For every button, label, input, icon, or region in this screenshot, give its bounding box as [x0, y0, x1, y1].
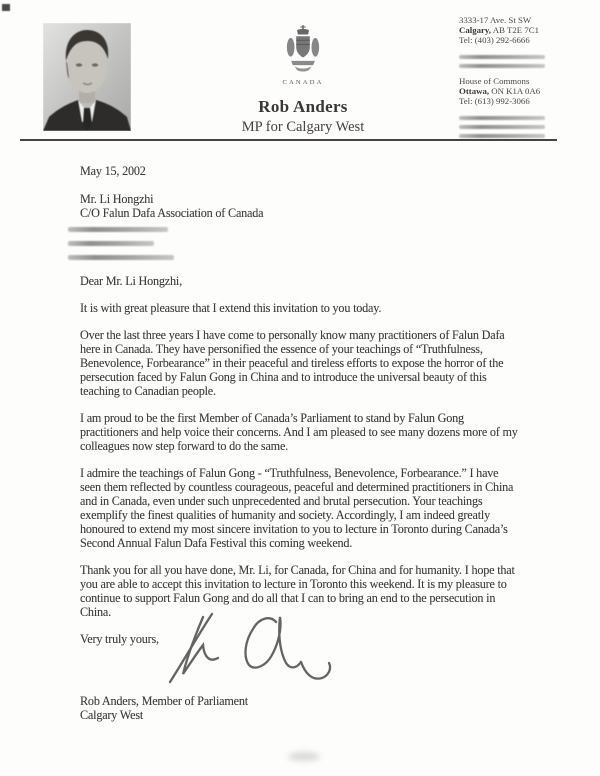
letter-date: May 15, 2002 — [80, 164, 146, 178]
redacted-line — [68, 241, 154, 246]
mp-role: MP for Calgary West — [241, 119, 365, 135]
ottawa-tel: Tel: (613) 992-3066 — [459, 96, 530, 107]
redacted-line — [68, 227, 168, 232]
closing: Very truly yours, — [80, 632, 159, 646]
paragraph-1: It is with great pleasure that I extend this invitation to you today. — [80, 301, 382, 315]
recipient-org: C/O Falun Dafa Association of Canada — [80, 206, 264, 220]
salutation: Dear Mr. Li Hongzhi, — [80, 274, 182, 288]
letterhead-center — [193, 24, 413, 136]
calgary-region: AB T2E 7C1 — [491, 25, 539, 36]
paragraph-3: I am proud to be the first Member of Canada’s Parliament to stand by Falun Gong practitioners and help voice their concerns. And I am pleased to see many dozens more of my colleagues now step forward to do the same. — [80, 411, 518, 453]
crest-caption: CANADA — [282, 79, 324, 86]
scan-smudge — [288, 752, 320, 761]
paragraph-2: Over the last three years I have come to personally know many practitioners of Falun Dafa here in Canada. They have personified the essence of your teachings of “Truthfulness, Benevolence, Forbearance” in their peaceful and tireless efforts to expose the horror of the persecution faced by Falun Gong in China and to introduce the universal beauty of this teaching to Canadian people. — [80, 328, 505, 398]
paragraph-4: I admire the teachings of Falun Gong - “Truthfulness, Benevolence, Forbearance.” I have seen them reflected by countless courageous, peaceful and determined practitioners in China and in Canada, even under such unprecedented and brutal persecution. Your teachings exemplify the finest qualities of humanity and society. Accordingly, I am indeed greatly honoured to extend my most sincere invitation to you to lecture in Toronto during Canada’s Second Annual Falun Dafa Festival this coming weekend. — [80, 466, 514, 550]
ottawa-address-line: House of Commons — [459, 76, 530, 86]
calgary-tel: Tel: (403) 292-6666 — [459, 35, 530, 46]
redacted-line — [459, 64, 545, 68]
recipient-name: Mr. Li Hongzhi — [80, 192, 154, 206]
calgary-address-line: 3333-17 Ave. St SW — [459, 15, 532, 25]
ottawa-office-address — [459, 76, 584, 138]
letterhead-divider — [20, 139, 557, 141]
calgary-city: Calgary, — [459, 25, 492, 36]
redacted-line — [459, 116, 545, 120]
redacted-line — [459, 125, 545, 129]
scan-artifact-mark — [2, 4, 10, 11]
ottawa-city: Ottawa, — [459, 86, 490, 97]
signer-region: Calgary West — [80, 708, 144, 722]
redacted-line — [459, 134, 545, 138]
redacted-line — [459, 55, 545, 59]
paragraph-5: Thank you for all you have done, Mr. Li, for Canada, for China and for humanity. I hope that you are able to accept this invitation to lecture in Toronto this weekend. It is my pleasure to continue to support Falun Gong and do all that I can to bring an end to the persecution in China. — [80, 563, 515, 619]
mp-name: Rob Anders — [258, 97, 348, 116]
signature-drawing — [158, 608, 343, 693]
redacted-line — [68, 255, 174, 260]
handwritten-signature — [158, 608, 343, 693]
calgary-city-line — [459, 25, 584, 35]
ottawa-region: ON K1A 0A6 — [489, 86, 541, 97]
canada-coat-of-arms-icon — [286, 24, 320, 74]
ottawa-city-line — [459, 86, 584, 96]
calgary-office-address — [459, 15, 584, 68]
portrait-photo-drawing — [43, 23, 131, 131]
portrait-photo — [43, 23, 131, 131]
redacted-address-block — [68, 227, 520, 260]
signer-name: Rob Anders, Member of Parliament — [80, 694, 248, 708]
